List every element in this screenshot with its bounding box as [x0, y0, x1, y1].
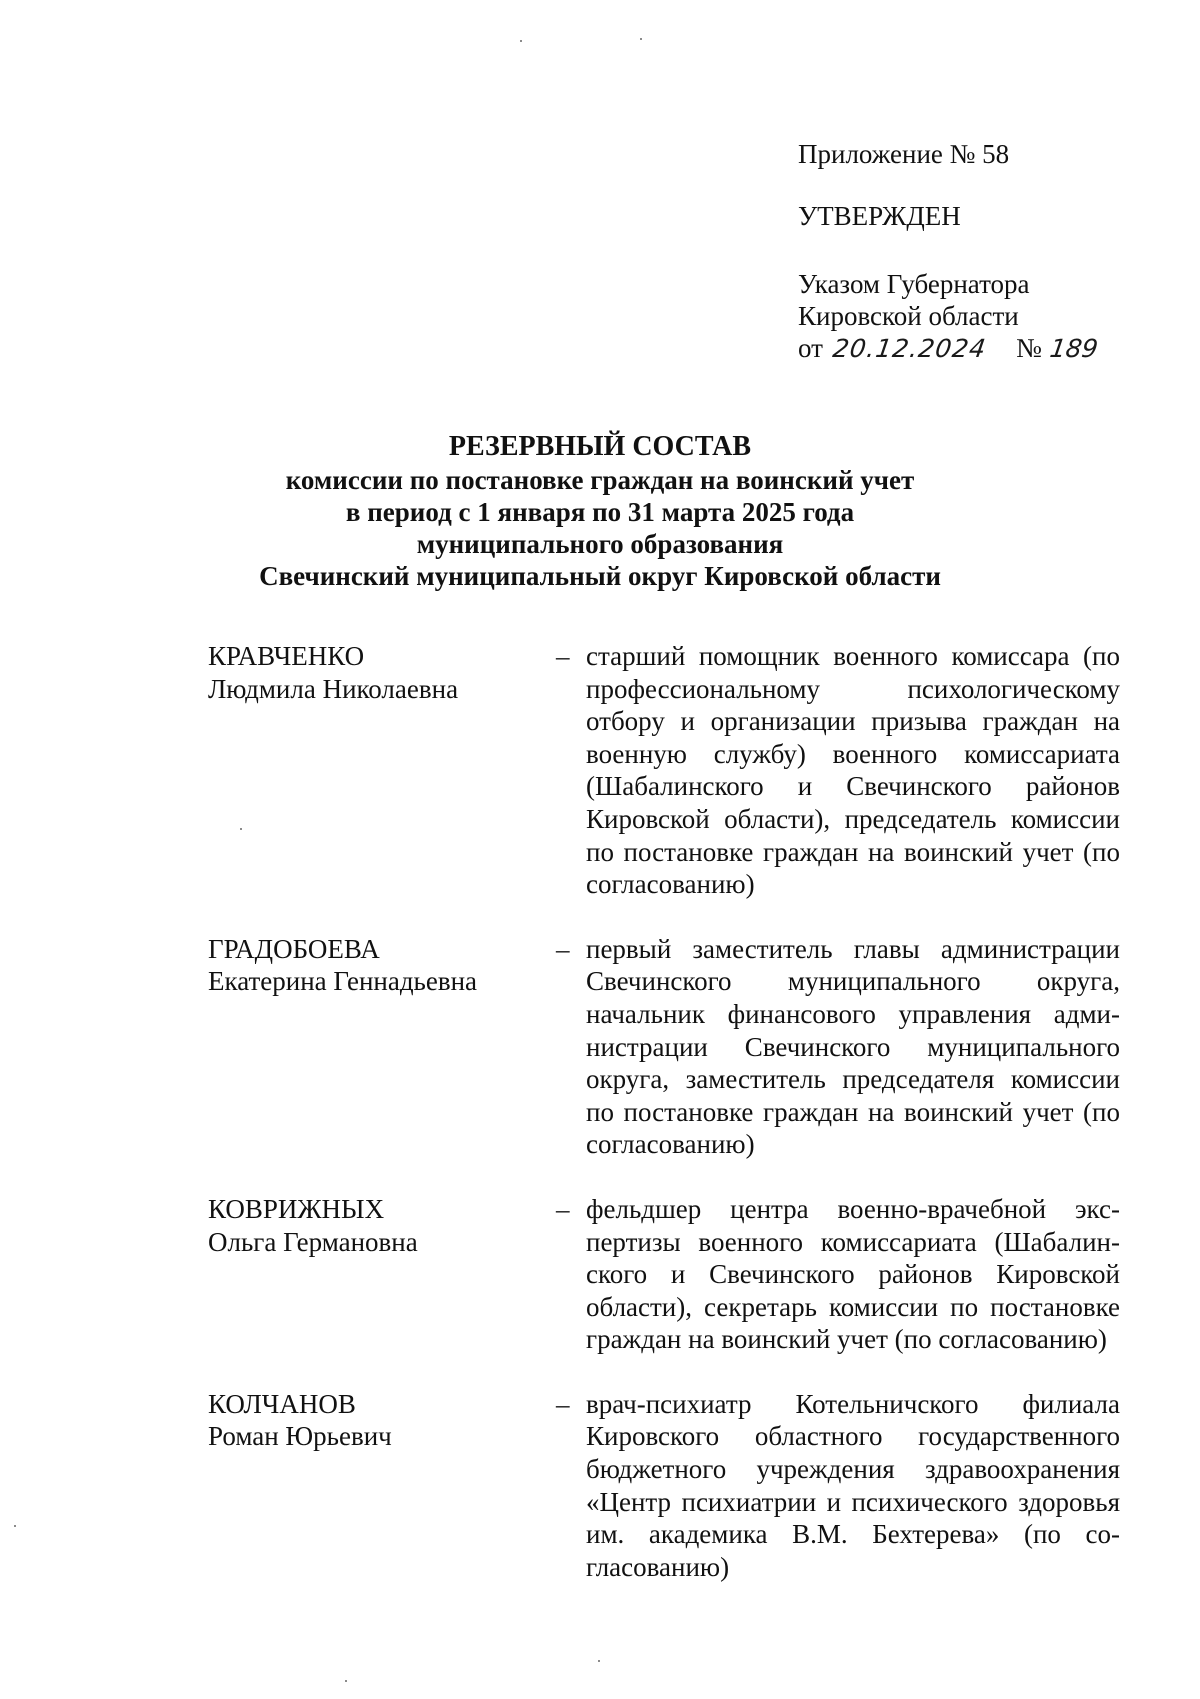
- member-row: [208, 640, 1120, 901]
- decree-line-2: Кировской области: [798, 301, 1019, 331]
- appendix-label: Приложение № 58: [798, 139, 1010, 169]
- member-given-names: Ольга Германовна: [208, 1226, 418, 1257]
- decree-line-1: Указом Губернатора: [798, 269, 1030, 299]
- title-line-5: Свечинский муниципальный округ Кировской области: [259, 561, 941, 591]
- member-name: [208, 933, 556, 998]
- member-given-names: Людмила Николаевна: [208, 673, 459, 704]
- member-dash: –: [556, 1388, 570, 1419]
- member-row: [208, 1193, 1120, 1356]
- member-surname: КОЛЧАНОВ: [208, 1388, 356, 1419]
- member-given-names: Екатерина Геннадьевна: [208, 966, 478, 997]
- handwritten-number: 189: [1047, 334, 1100, 363]
- scan-speck: [345, 1680, 347, 1682]
- member-dash: –: [556, 641, 570, 671]
- member-surname: ГРАДОБОЕВА: [208, 933, 380, 964]
- decree-date-line: [798, 332, 1098, 365]
- member-row: [208, 933, 1120, 1161]
- member-name: [208, 1388, 556, 1453]
- scan-speck: [520, 40, 522, 42]
- member-description: первый заместитель главы администрации Свечинского муниципального округа, начальник финансового управления администрации Свечинского муниципального округа, заместитель председателя комиссии по постановке граждан на воинский учет (по согласованию): [586, 933, 1120, 1160]
- title-line-2: комиссии по постановке граждан на воинский учет: [285, 465, 915, 495]
- number-prefix: №: [1016, 333, 1042, 363]
- member-row: [208, 1388, 1120, 1584]
- scan-speck: [14, 1525, 16, 1527]
- member-description: врач-психиатр Котельничского филиала Кировского областного государственного бюджетного учреждения здравоохранения «Центр психиатрии и психического здоровья им. академика В.М. Бехтерева» (по согласованию): [586, 1388, 1120, 1582]
- handwritten-date: 20.12.2024: [830, 334, 989, 363]
- member-dash: –: [556, 1193, 570, 1224]
- title-line-1: РЕЗЕРВНЫЙ СОСТАВ: [448, 431, 752, 462]
- approved-label: УТВЕРЖДЕН: [798, 201, 961, 231]
- member-dash: –: [556, 933, 570, 964]
- member-given-names: Роман Юрьевич: [208, 1421, 392, 1452]
- member-surname: КОВРИЖНЫХ: [208, 1193, 385, 1224]
- title-line-3: в период с 1 января по 31 марта 2025 года: [345, 497, 855, 527]
- approval-block: [798, 138, 1098, 365]
- scan-speck: [598, 1660, 600, 1662]
- title-line-4: муниципального образования: [416, 529, 784, 559]
- member-name: [208, 640, 556, 705]
- member-name: [208, 1193, 556, 1258]
- members-list: [208, 640, 1120, 1583]
- date-prefix: от: [798, 333, 823, 363]
- scan-speck: [640, 38, 642, 40]
- document-title: [0, 430, 1200, 592]
- member-description: старший помощник военного комиссара (по профессиональному психологическому отбору и организации призыва граждан на военную службу) военного комиссариата (Шабалинского и Свечинского районов Кировской области), председатель комиссии по постановке граждан на воинский учет (по согласованию): [586, 641, 1120, 900]
- member-surname: КРАВЧЕНКО: [208, 641, 365, 671]
- member-description: фельдшер центра военно-врачебной экспертизы военного комиссариата (Шабалинского и Свечинского районов Кировской области), секретарь комиссии по постановке граждан на воинский учет (по согласованию): [586, 1193, 1120, 1355]
